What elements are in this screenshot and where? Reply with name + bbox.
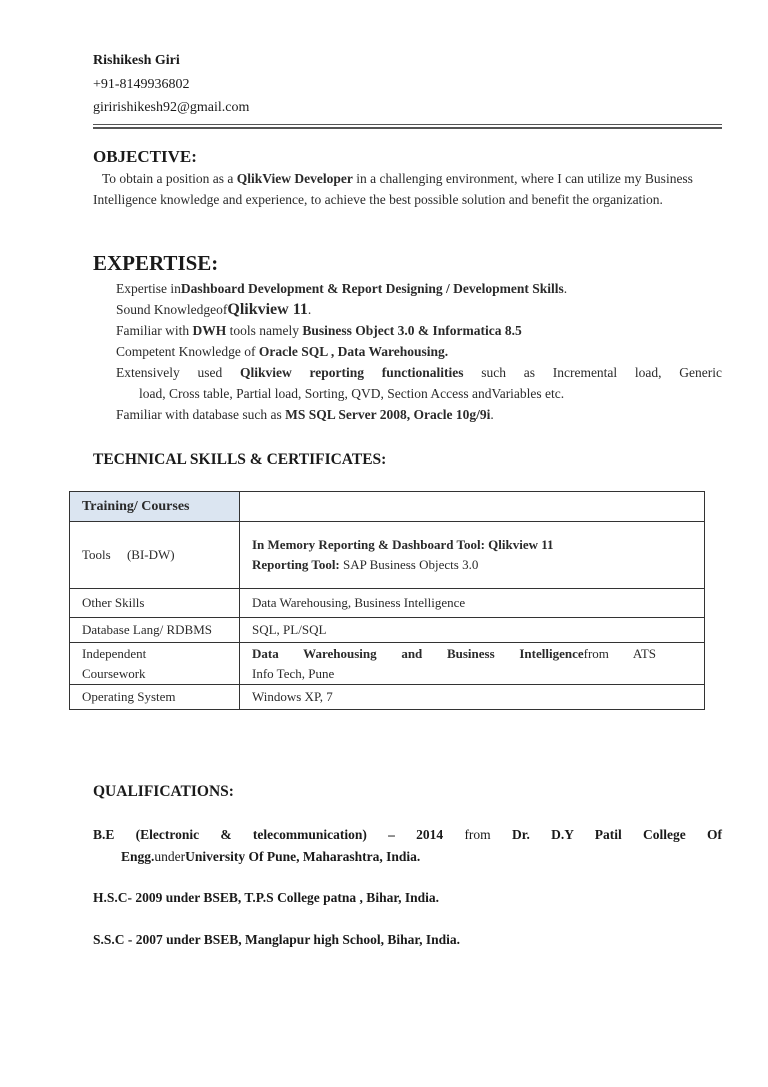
list-item: Familiar with DWH tools namely Business Object 3.0 & Informatica 8.5 bbox=[116, 323, 522, 338]
skills-table bbox=[69, 491, 705, 710]
table-header-empty bbox=[240, 492, 705, 522]
expertise-heading: EXPERTISE: bbox=[93, 251, 219, 275]
table-cell-value: In Memory Reporting & Dashboard Tool: Qlikview 11 Reporting Tool: SAP Business Objects 3.0 bbox=[240, 522, 705, 589]
phone-number: +91-8149936802 bbox=[93, 77, 190, 92]
table-cell-value: Data Warehousing, Business Intelligence bbox=[240, 589, 705, 618]
table-row bbox=[70, 685, 705, 710]
table-row bbox=[70, 618, 705, 643]
table-row bbox=[70, 643, 705, 685]
header-divider bbox=[93, 124, 722, 125]
expertise-list bbox=[116, 278, 722, 425]
table-cell-label: Other Skills bbox=[70, 589, 240, 618]
technical-heading: TECHNICAL SKILLS & CERTIFICATES: bbox=[93, 451, 387, 468]
table-cell-label: Independent Coursework bbox=[70, 643, 240, 685]
email-address: giririshikesh92@gmail.com bbox=[93, 100, 250, 115]
table-header-cell: Training/ Courses bbox=[70, 492, 240, 522]
objective-heading: OBJECTIVE: bbox=[93, 147, 197, 166]
header-divider-thick bbox=[93, 127, 722, 129]
table-cell-value: SQL, PL/SQL bbox=[240, 618, 705, 643]
list-item: Expertise inDashboard Development & Report Designing / Development Skills. bbox=[116, 281, 568, 296]
table-cell-label: Operating System bbox=[70, 685, 240, 710]
qualification-hsc: H.S.C- 2009 under BSEB, T.P.S College patna , Bihar, India. bbox=[93, 890, 439, 905]
list-item: Familiar with database such as MS SQL Server 2008, Oracle 10g/9i. bbox=[116, 407, 494, 422]
table-row bbox=[70, 522, 705, 589]
table-row bbox=[70, 589, 705, 618]
table-cell-label: Tools (BI-DW) bbox=[70, 522, 240, 589]
qualifications-heading: QUALIFICATIONS: bbox=[93, 783, 234, 800]
table-cell-value: Windows XP, 7 bbox=[240, 685, 705, 710]
list-item: Sound KnowledgeofQlikview 11. bbox=[116, 301, 312, 318]
list-item: Extensively used Qlikview reporting functionalities such as Incremental load, Generic load, Cross table, Partial load, Sorting, QVD, Section Access andVariables etc. bbox=[116, 365, 723, 401]
table-cell-label: Database Lang/ RDBMS bbox=[70, 618, 240, 643]
table-cell-value: Data Warehousing and Business Intelligencefrom ATS Info Tech, Pune bbox=[240, 643, 705, 685]
qualification-be: B.E (Electronic & telecommunication) – 2014 from Dr. D.Y Patil College Of Engg.underUniversity Of Pune, Maharashtra, India. bbox=[93, 827, 722, 864]
objective-text: To obtain a position as a QlikView Developer in a challenging environment, where I can utilize my Business Intelligence knowledge and experience, to achieve the best possible solution and benefit the organization. bbox=[93, 171, 693, 207]
qualification-ssc: S.S.C - 2007 under BSEB, Manglapur high School, Bihar, India. bbox=[93, 932, 460, 947]
list-item: Competent Knowledge of Oracle SQL , Data Warehousing. bbox=[116, 344, 449, 359]
candidate-name: Rishikesh Giri bbox=[93, 53, 180, 68]
table-row bbox=[70, 492, 705, 522]
